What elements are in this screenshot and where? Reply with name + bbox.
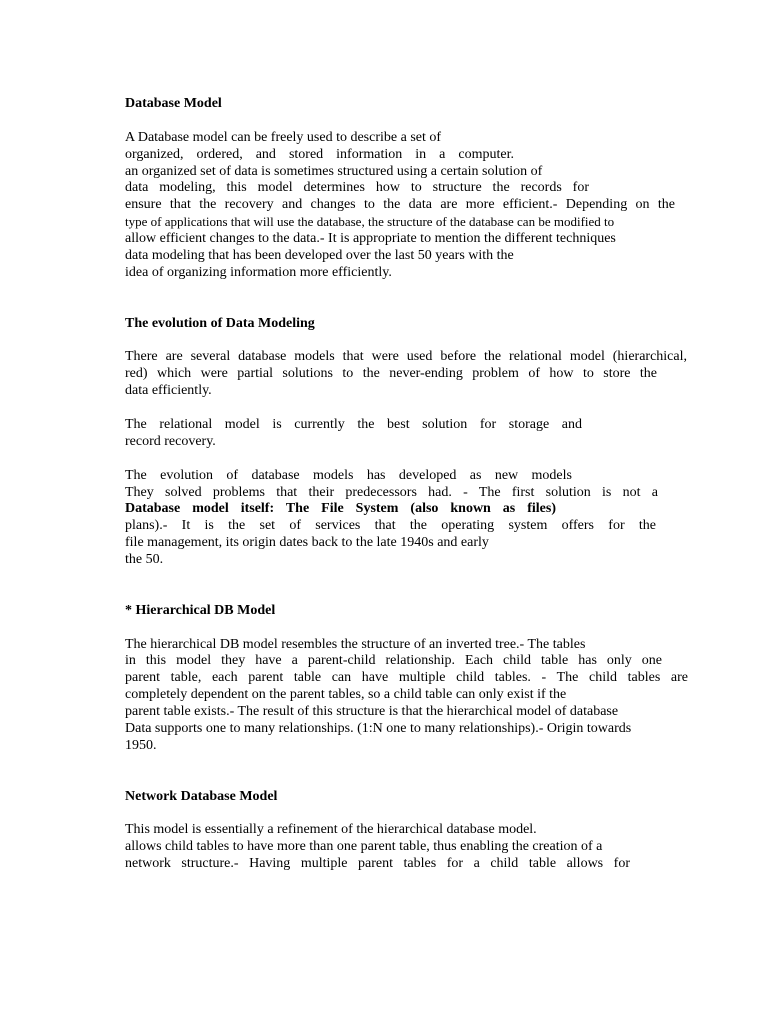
section-spacer	[125, 569, 695, 603]
body-line: There are several database models that were used before the relational model (hierarchical,	[125, 349, 687, 365]
body-line: A Database model can be freely used to describe a set of	[125, 129, 442, 145]
body-line: type of applications that will use the database, the structure of the database can be modified to	[125, 214, 615, 230]
body-line: Data supports one to many relationships. (1:N one to many relationships).- Origin towards	[125, 720, 632, 736]
section-title-hierarchical: * Hierarchical DB Model	[125, 602, 276, 618]
body-line: data efficiently.	[125, 383, 212, 399]
body-line: parent table, each parent table can have multiple child tables. - The child tables are	[125, 670, 688, 686]
body-line: 1950.	[125, 737, 157, 753]
section-network	[125, 789, 695, 873]
section-title-network: Network Database Model	[125, 788, 278, 804]
body-line: data modeling that has been developed over the last 50 years with the	[125, 248, 514, 264]
body-line: ensure that the recovery and changes to the data are more efficient.- Depending on the	[125, 197, 675, 213]
paragraph-spacer	[125, 620, 695, 637]
body-line: in this model they have a parent-child relationship. Each child table has only one	[125, 653, 662, 669]
body-line: network structure.- Having multiple parent tables for a child table allows for	[125, 856, 630, 872]
section-spacer	[125, 755, 695, 789]
section-title-evolution: The evolution of Data Modeling	[125, 315, 315, 331]
body-line: idea of organizing information more efficiently.	[125, 264, 392, 280]
body-line-bold: Database model itself: The File System (also known as files)	[125, 501, 556, 517]
body-line: an organized set of data is sometimes structured using a certain solution of	[125, 163, 543, 179]
body-line: completely dependent on the parent tables, so a child table can only exist if the	[125, 687, 567, 703]
body-line: allow efficient changes to the data.- It is appropriate to mention the different techniques	[125, 231, 616, 247]
body-line: red) which were partial solutions to the never-ending problem of how to store the	[125, 366, 657, 382]
paragraph-spacer	[125, 400, 695, 417]
body-line: allows child tables to have more than one parent table, thus enabling the creation of a	[125, 839, 603, 855]
body-line: This model is essentially a refinement of the hierarchical database model.	[125, 822, 537, 838]
section-title-database-model: Database Model	[125, 96, 222, 111]
body-line: plans).- It is the set of services that the operating system offers for the	[125, 518, 656, 534]
paragraph-spacer	[125, 805, 695, 822]
body-line: parent table exists.- The result of this structure is that the hierarchical model of database	[125, 704, 619, 720]
body-line: data modeling, this model determines how to structure the records for	[125, 180, 589, 196]
section-spacer	[125, 282, 695, 316]
body-line: The evolution of database models has developed as new models	[125, 467, 572, 483]
body-line: The relational model is currently the best solution for storage and	[125, 416, 582, 432]
body-line: The hierarchical DB model resembles the structure of an inverted tree.- The tables	[125, 636, 586, 652]
section-database-model	[125, 96, 695, 282]
paragraph-spacer	[125, 332, 695, 349]
body-line: the 50.	[125, 552, 164, 568]
paragraph-spacer	[125, 451, 695, 468]
paragraph-spacer	[125, 113, 695, 130]
body-line: organized, ordered, and stored information in a computer.	[125, 146, 514, 162]
body-line: file management, its origin dates back to the late 1940s and early	[125, 535, 489, 551]
body-line: They solved problems that their predecessors had. - The first solution is not a	[125, 484, 658, 500]
section-evolution	[125, 316, 695, 569]
section-hierarchical	[125, 603, 695, 755]
document-page	[125, 96, 695, 873]
body-line: record recovery.	[125, 433, 216, 449]
